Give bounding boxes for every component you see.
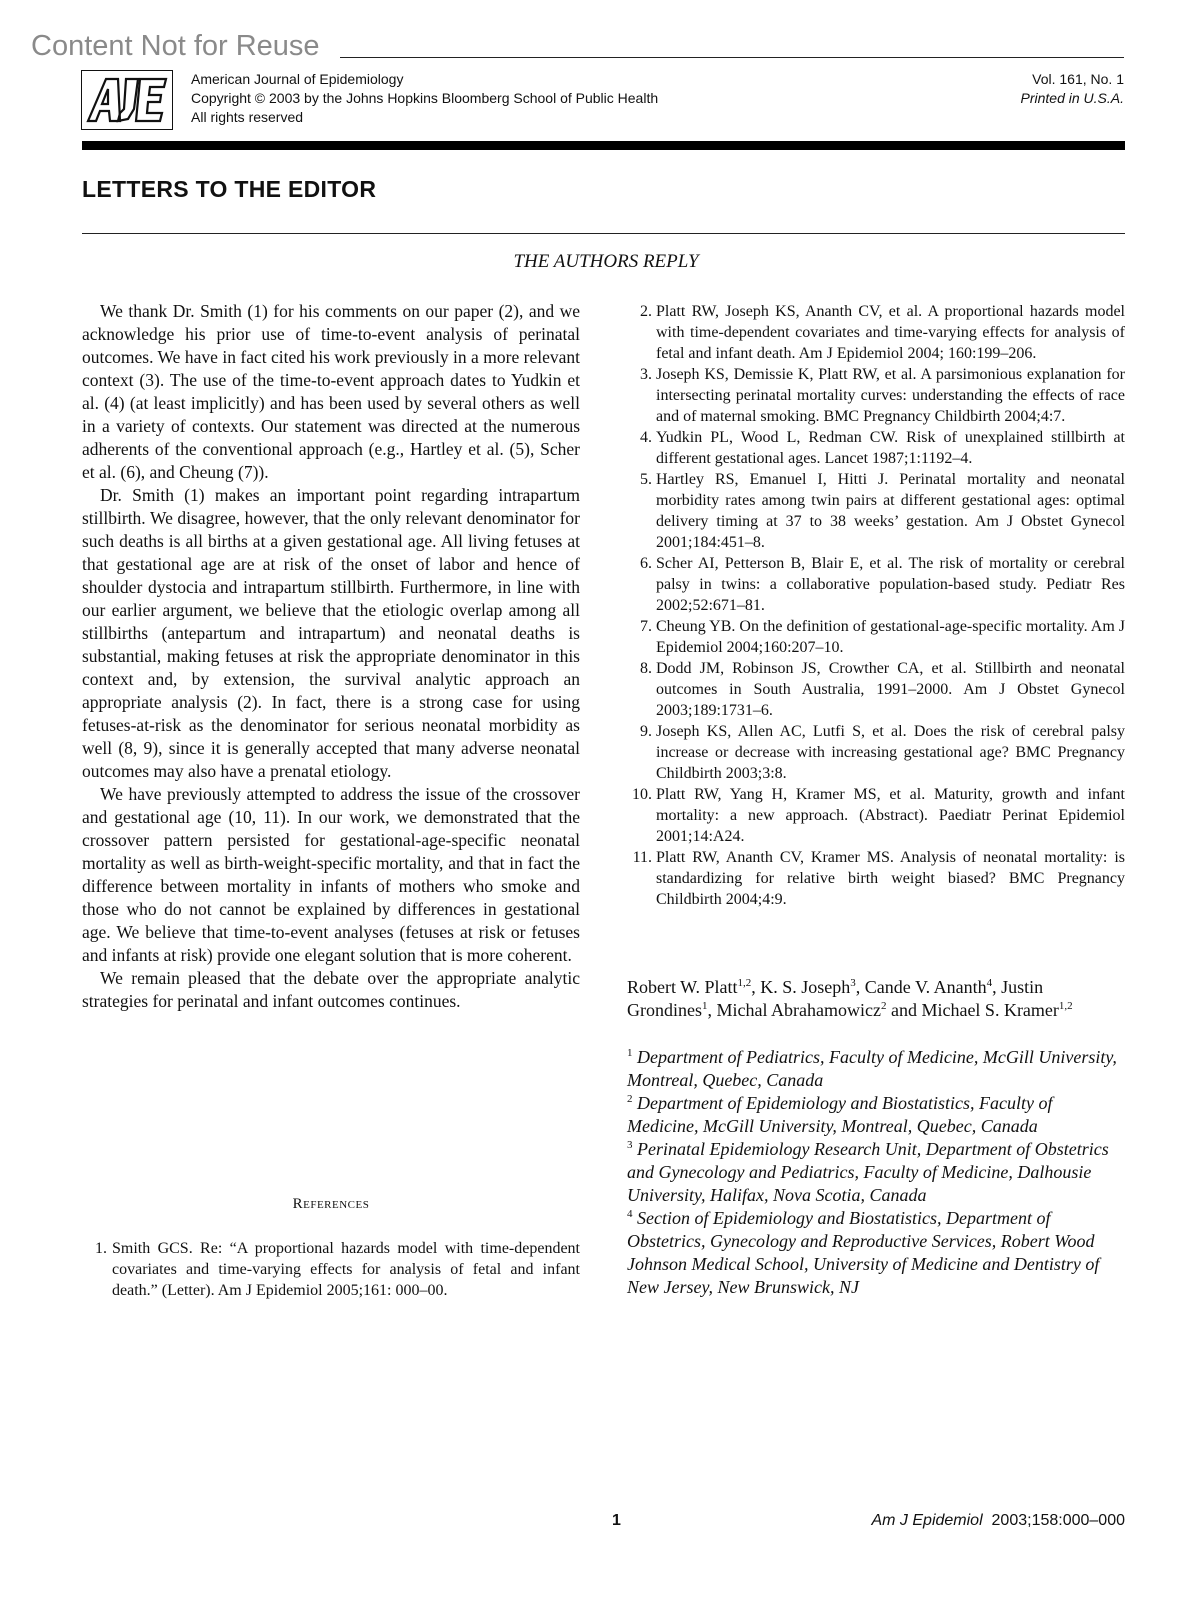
watermark: Content Not for Reuse: [31, 30, 320, 62]
affiliation-number: 2: [627, 1093, 633, 1105]
author-separator: ,: [751, 977, 761, 997]
header-bar: [82, 141, 1125, 150]
footer-citation: [871, 1512, 1125, 1530]
reference-list-left: [82, 1238, 580, 1301]
article-title: THE AUTHORS REPLY: [513, 251, 699, 272]
reference-item: [627, 847, 1125, 910]
reference-number: 3.: [640, 366, 652, 383]
reference-number: 8.: [640, 660, 652, 677]
reference-text: Yudkin PL, Wood L, Redman CW. Risk of unexplained stillbirth at different gestational ages. Lancet 1987;1:1192–4.: [656, 429, 1125, 467]
reference-text: Platt RW, Yang H, Kramer MS, et al. Maturity, growth and infant mortality: a new approach. (Abstract). Paediatr Perinat Epidemiol 2001;14:A24.: [656, 786, 1125, 845]
svg-text:AJE: AJE: [122, 126, 124, 127]
affiliation-number: 3: [627, 1139, 633, 1151]
author-affil-sup: 2: [880, 1000, 887, 1012]
reference-item: [627, 616, 1125, 658]
reference-text: Scher AI, Petterson B, Blair E, et al. The risk of mortality or cerebral palsy in twins: a collaborative population-based study. Pediatr Res 2002;52:671–81.: [656, 555, 1125, 614]
author-separator: ,: [992, 977, 1002, 997]
author-affil-sup: 3: [850, 977, 856, 989]
reference-number: 11.: [632, 849, 652, 866]
printed-in: Printed in U.S.A.: [1020, 90, 1124, 106]
body-paragraph: We remain pleased that the debate over the appropriate analytic strategies for perinatal and infant outcomes continues.: [82, 968, 580, 1011]
reference-number: 10.: [632, 786, 652, 803]
affiliation-number: 1: [627, 1047, 633, 1059]
reference-text: Platt RW, Joseph KS, Ananth CV, et al. A proportional hazards model with time-dependent covariates and time-varying effects for analysis of fetal and infant death. Am J Epidemiol 2004; 160:199–206.: [656, 303, 1125, 362]
reference-item: [627, 364, 1125, 427]
section-divider: [82, 233, 1125, 234]
reference-number: 6.: [640, 555, 652, 572]
reference-number: 2.: [640, 303, 652, 320]
reference-item: [627, 784, 1125, 847]
author-separator: ,: [855, 977, 865, 997]
reference-number: 1.: [95, 1240, 107, 1257]
affiliation-text: Perinatal Epidemiology Research Unit, Department of Obstetrics and Gynecology and Pediatrics, Faculty of Medicine, Dalhousie University, Halifax, Nova Scotia, Canada: [627, 1139, 1109, 1205]
reference-text: Cheung YB. On the definition of gestational-age-specific mortality. Am J Epidemiol 2004;160:207–10.: [656, 618, 1125, 656]
reference-item: [627, 427, 1125, 469]
reference-number: 7.: [640, 618, 652, 635]
author-name: K. S. Joseph: [760, 977, 851, 997]
issue-info: [1021, 70, 1125, 108]
volume-number: Vol. 161, No. 1: [1032, 71, 1124, 87]
journal-name: American Journal of Epidemiology: [191, 71, 404, 87]
author-affil-sup: 1,2: [737, 977, 752, 989]
affiliation: [627, 1046, 1125, 1092]
reference-item: [627, 301, 1125, 364]
affiliation-text: Section of Epidemiology and Biostatistics, Department of Obstetrics, Gynecology and Reproductive Services, Robert Wood Johnson Medical School, University of Medicine and Dentistry of New Jersey, New Brunswick, NJ: [627, 1208, 1100, 1297]
author-affil-sup: 4: [986, 977, 993, 989]
reference-text: Smith GCS. Re: “A proportional hazards model with time-dependent covariates and time-varying effects for analysis of fetal and infant death.” (Letter). Am J Epidemiol 2005;161: 000–00.: [112, 1240, 580, 1299]
reference-number: 4.: [640, 429, 652, 446]
journal-header: [191, 70, 658, 127]
letter-body: [82, 300, 580, 1013]
aje-logo-graphic: [82, 71, 171, 128]
reference-item: [82, 1238, 580, 1301]
reference-item: [627, 469, 1125, 553]
journal-abbreviation: Am J Epidemiol: [871, 1512, 983, 1529]
affiliation: [627, 1092, 1125, 1138]
affiliation: [627, 1207, 1125, 1299]
reference-text: Platt RW, Ananth CV, Kramer MS. Analysis of neonatal mortality: is standardizing for relative birth weight biased? BMC Pregnancy Childbirth 2004;4:9.: [656, 849, 1125, 908]
reference-text: Dodd JM, Robinson JS, Crowther CA, et al. Stillbirth and neonatal outcomes in South Australia, 1991–2000. Am J Obstet Gynecol 2003;189:1731–6.: [656, 660, 1125, 719]
section-title: LETTERS TO THE EDITOR: [82, 176, 377, 202]
author-affil-sup: 1,2: [1058, 1000, 1073, 1012]
affiliation-number: 4: [627, 1208, 633, 1220]
author-separator: and: [886, 1000, 922, 1020]
reference-text: Joseph KS, Demissie K, Platt RW, et al. A parsimonious explanation for intersecting perinatal mortality curves: understanding the effects of race and of maternal smoking. BMC Pregnancy Childbirth 2004;4:7.: [656, 366, 1125, 425]
aje-logo: [81, 70, 173, 130]
reference-text: Joseph KS, Allen AC, Lutfi S, et al. Does the risk of cerebral palsy increase or decrease with increasing gestational age? BMC Pregnancy Childbirth 2003;3:8.: [656, 723, 1125, 782]
reference-item: [627, 553, 1125, 616]
affiliation-text: Department of Epidemiology and Biostatistics, Faculty of Medicine, McGill University, Montreal, Quebec, Canada: [627, 1093, 1053, 1136]
citation-numbers: 2003;158:000–000: [991, 1512, 1125, 1529]
author-name: Michael S. Kramer: [921, 1000, 1059, 1020]
copyright-line: Copyright © 2003 by the Johns Hopkins Bloomberg School of Public Health: [191, 90, 659, 106]
reference-number: 9.: [640, 723, 652, 740]
body-paragraph: We thank Dr. Smith (1) for his comments on our paper (2), and we acknowledge his prior use of time-to-event analysis of perinatal outcomes. We have in fact cited his work previously in a more relevant context (3). The use of the time-to-event approach dates to Yudkin et al. (4) (at least implicitly) and has been used by several others as well in a variety of contexts. Our statement was directed at the numerous adherents of the conventional approach (e.g., Hartley et al. (5), Scher et al. (6), and Cheung (7)).: [82, 301, 580, 482]
affiliation: [627, 1138, 1125, 1207]
page-number: 1: [612, 1512, 621, 1529]
reference-item: [627, 721, 1125, 784]
body-paragraph: We have previously attempted to address the issue of the crossover and gestational age (10, 11). In our work, we demonstrated that the crossover pattern persisted for gestational-age-specific neonatal mortality as well as birth-weight-specific mortality, and that in fact the difference between mortality in infants of mothers who smoke and those who do not cannot be explained by differences in gestational age. We believe that time-to-event analyses (fetuses at risk or fetuses and infants at risk) provide one elegant solution that is more coherent.: [82, 784, 580, 965]
top-rule: [340, 57, 1124, 58]
affiliation-list: [627, 1046, 1125, 1299]
author-affil-sup: 1: [702, 1000, 708, 1012]
author-name: Justin Grondines: [627, 977, 1044, 1020]
author-list: [627, 976, 1125, 1022]
author-separator: ,: [707, 1000, 717, 1020]
affiliation-text: Department of Pediatrics, Faculty of Medicine, McGill University, Montreal, Quebec, Canada: [627, 1047, 1117, 1090]
reference-text: Hartley RS, Emanuel I, Hitti J. Perinatal mortality and neonatal morbidity rates among twin pairs at different gestational ages: optimal delivery timing at 37 to 38 weeks’ gestation. Am J Obstet Gynecol 2001;184:451–8.: [656, 471, 1125, 551]
author-name: Cande V. Ananth: [864, 977, 987, 997]
reference-list-right: [627, 301, 1125, 910]
body-paragraph: Dr. Smith (1) makes an important point regarding intrapartum stillbirth. We disagree, however, that the only relevant denominator for such deaths is all births at a given gestational age. All living fetuses at that gestational age are at risk of the onset of labor and hence of shoulder dystocia and intrapartum stillbirth. Furthermore, in line with our earlier argument, we believe that the etiologic overlap among all stillbirths (antepartum and intrapartum) and neonatal deaths is substantial, making fetuses at risk the appropriate denominator in this context and, by extension, the survival analytic approach an appropriate analysis (2). In fact, there is a strong case for using fetuses-at-risk as the denominator for serious neonatal morbidity as well (8, 9), since it is generally accepted that many adverse neonatal outcomes may also have a prenatal etiology.: [82, 485, 580, 781]
reference-item: [627, 658, 1125, 721]
reference-number: 5.: [640, 471, 652, 488]
author-name: Robert W. Platt: [627, 977, 738, 997]
rights-line: All rights reserved: [191, 109, 304, 125]
references-heading: References: [292, 1196, 370, 1212]
author-name: Michal Abrahamowicz: [716, 1000, 881, 1020]
